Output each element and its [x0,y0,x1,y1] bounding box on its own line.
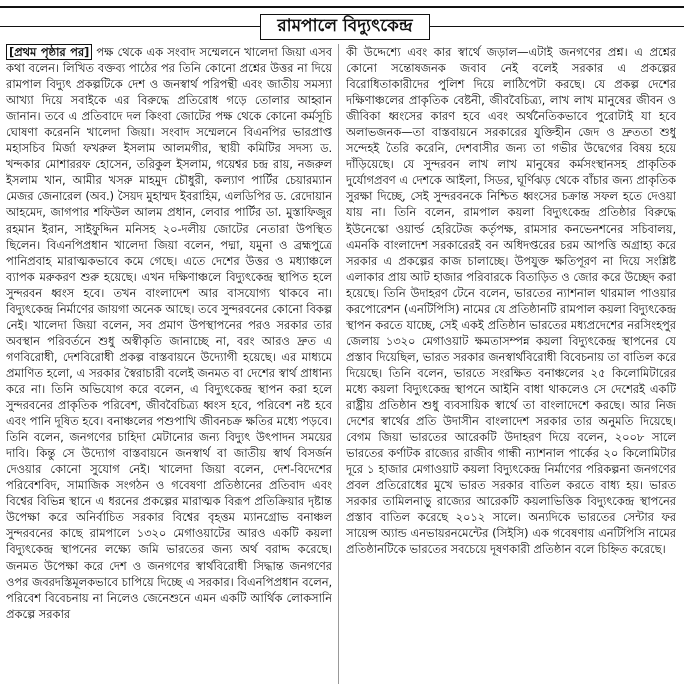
article-column-right [346,44,676,684]
article-column-left [6,44,332,684]
left-column-text: পক্ষ থেকে এক সংবাদ সম্মেলনে খালেদা জিয়া এসব কথা বলেন। লিখিত বক্তব্য পাঠের পর তিনি কোনো প্রশ্নের উত্তর না দিয়ে রামপাল বিদ্যুৎ প্রকল্পটিকে দেশ ও জনস্বার্থ পরিপন্থী এবং জাতীয় সমস্যা আখ্যা দিয়ে সবাইকে এর বিরুদ্ধে প্রতিরোধ গড়ে তোলার আহ্বান জানান। তবে এ প্রতিবাদে দল কিংবা জোটের পক্ষ থেকে কোনো কর্মসূচি ঘোষণা করেননি খালেদা জিয়া। সংবাদ সম্মেলনে বিএনপির ভারপ্রাপ্ত মহাসচিব মির্জা ফখরুল ইসলাম আলমগীর, স্থায়ী কমিটির সদস্য ড. খন্দকার মোশাররফ হোসেন, তরিকুল ইসলাম, গয়েশ্বর চন্দ্র রায়, নজরুল ইসলাম খান, আমীর খসরু মাহমুদ চৌধুরী, কল্যাণ পার্টির চেয়ারম্যান মেজর জেনারেল (অব.) সৈয়দ মুহাম্মদ ইবরাহিম, এলডিপির ড. রেদোয়ান আহমেদ, জাগপার শফিউল আলম প্রধান, লেবার পার্টির ডা. মুস্তাফিজুর রহমান ইরান, সাইফুদ্দিন মনিসহ ২০-দলীয় জোটের নেতারা উপস্থিত ছিলেন। বিএনপিপ্রধান খালেদা জিয়া বলেন, পদ্মা, যমুনা ও ব্রহ্মপুত্রে পানিপ্রবাহ মারাত্মকভাবে কমে গেছে। এতে দেশের উত্তর ও মধ্যাঞ্চলে ব্যাপক মরুকরণ শুরু হয়েছে। এখন দক্ষিণাঞ্চলে বিদ্যুৎকেন্দ্র স্থাপিত হলে সুন্দরবন ধ্বংস হবে। তখন বাংলাদেশ আর বাসযোগ্য থাকবে না। বিদ্যুৎকেন্দ্র নির্মাণের জায়গা অনেক আছে। তবে সুন্দরবনের কোনো বিকল্প নেই। খালেদা জিয়া বলেন, সব প্রমাণ উপস্থাপনের পরও সরকার তার অবস্থান পরিবর্তনে শুধু অস্বীকৃতি জানাচ্ছে না, বরং আরও দ্রুত এ গণবিরোধী, দেশবিরোধী প্রকল্প বাস্তবায়নে উদ্যোগী হয়েছে। এর মাধ্যমে প্রমাণিত হলো, এ সরকার স্বৈরাচারী বলেই জনমত বা দেশের স্বার্থ প্রাধান্য করে না। তিনি অভিযোগ করে বলেন, এ বিদ্যুৎকেন্দ্র স্থাপন করা হলে সুন্দরবনের প্রাকৃতিক পরিবেশ, জীববৈচিত্র্য ধ্বংস হবে, পরিবেশ নষ্ট হবে এবং পানি দূষিত হবে। বনাঞ্চলের পশুপাখি জীবনচক্র ক্ষতির মধ্যে পড়বে। তিনি বলেন, জনগণের চাহিদা মেটানোর জন্য বিদ্যুৎ উৎপাদন সময়ের দাবি। কিন্তু সে উদ্যোগ বাস্তবায়নে জনস্বার্থ বা জাতীয় স্বার্থ বিসর্জন দেওয়ার কোনো সুযোগ নেই। খালেদা জিয়া বলেন, দেশ-বিদেশের পরিবেশবিদ, সামাজিক সংগঠন ও গবেষণা প্রতিষ্ঠানের প্রতিবাদ এবং বিশ্বের বিভিন্ন স্থানে এ ধরনের প্রকল্পের মারাত্মক বিরূপ প্রতিক্রিয়ার দৃষ্টান্ত উপেক্ষা করে অনির্বাচিত সরকার বিশ্বের বৃহত্তম ম্যানগ্রোভ বনাঞ্চল সুন্দরবনের কাছে রামপালে ১৩২০ মেগাওয়াটের আরও একটি কয়লা বিদ্যুৎকেন্দ্র স্থাপনের লক্ষ্যে জমি ভারতের জন্য অর্থ বরাদ্দ করেছে। জনমত উপেক্ষা করে দেশ ও জনগণের স্বার্থবিরোধী সিদ্ধান্ত জনগণের ওপর জবরদস্তিমূলকভাবে চাপিয়ে দিচ্ছে এ সরকার। বিএনপিপ্রধান বলেন, পরিবেশ বিবেচনায় না নিলেও জেনেশুনে এমন একটি আর্থিক লোকসানি প্রকল্পে সরকার [6,45,332,621]
continued-label: [প্রথম পৃষ্ঠার পর] [6,44,92,60]
right-column-text: কী উদ্দেশ্যে এবং কার স্বার্থে জড়াল—এটাই জনগণের প্রশ্ন। এ প্রশ্নের কোনো সন্তোষজনক জবাব নেই বলেই সরকার এ প্রকল্পের বিরোধিতাকারীদের পুলিশ দিয়ে লাঠিপেটা করছে। যে প্রকল্প দেশের দক্ষিণাঞ্চলের প্রাকৃতিক বেষ্টনী, জীববৈচিত্র্য, লাখ লাখ মানুষের জীবন ও জীবিকা ধ্বংসের কারণ হবে এবং অর্থনৈতিকভাবে পুরোটাই যা হবে অলাভজনক—তা বাস্তবায়নে সরকারের যুক্তিহীন জেদ ও দ্রুততা শুধু সন্দেহই তৈরি করেনি, দেশবাসীর জন্য তা গভীর উদ্বেগের বিষয় হয়ে দাঁড়িয়েছে। যে সুন্দরবন লাখ লাখ মানুষের কর্মসংস্থানসহ প্রাকৃতিক দুর্যোগপ্রবণ এ দেশকে আইলা, সিডর, ঘূর্ণিঝড় থেকে বাঁচার জন্য প্রাকৃতিক সুরক্ষা দিচ্ছে, সেই সুন্দরবনকে নিশ্চিত ধ্বংসের চক্রান্ত সফল হতে দেওয়া যায় না। তিনি বলেন, রামপাল কয়লা বিদ্যুৎকেন্দ্র প্রতিষ্ঠার বিরুদ্ধে ইউনেস্কো ওয়ার্ল্ড হেরিটেজ কর্তৃপক্ষ, রামসার কনভেনশনের সচিবালয়, এমনকি বাংলাদেশ সরকারেরই বন অধিদপ্তরের চরম আপত্তি অগ্রাহ্য করে সরকার এ প্রকল্পের কাজ চালাচ্ছে। উপযুক্ত ক্ষতিপূরণ না দিয়ে সংশ্লিষ্ট এলাকার প্রায় আট হাজার পরিবারকে বিতাড়িত ও জোর করে উচ্ছেদ করা হয়েছে। তিনি উদাহরণ টেনে বলেন, ভারতের ন্যাশনাল থারমাল পাওয়ার করপোরেশন (এনটিপিসি) নামের যে প্রতিষ্ঠানটি রামপাল কয়লা বিদ্যুৎকেন্দ্র স্থাপন করতে যাচ্ছে, সেই একই প্রতিষ্ঠান ভারতের মধ্যপ্রদেশের নরসিংহপুর জেলায় ১৩২০ মেগাওয়াট ক্ষমতাসম্পন্ন কয়লা বিদ্যুৎকেন্দ্র স্থাপনের যে প্রস্তাব দিয়েছিল, ভারত সরকার জনস্বার্থবিরোধী বিবেচনায় তা বাতিল করে দিয়েছে। তিনি বলেন, ভারতে সংরক্ষিত বনাঞ্চলের ২৫ কিলোমিটারের মধ্যে কয়লা বিদ্যুৎকেন্দ্র স্থাপনে আইনি বাধা থাকলেও সে দেশেরই একটি রাষ্ট্রীয় প্রতিষ্ঠান শুধু ব্যবসায়িক স্বার্থে তা বাংলাদেশে করছে। আর নিজ দেশের স্বার্থের প্রতি উদাসীন বাংলাদেশ সরকার তার অনুমতি দিয়েছে। বেগম জিয়া ভারতের আরেকটি উদাহরণ দিয়ে বলেন, ২০০৮ সালে ভারতের কর্ণাটক রাজ্যের রাজীব গান্ধী ন্যাশনাল পার্কের ২০ কিলোমিটার দূরে ১ হাজার মেগাওয়াট কয়লা বিদ্যুৎকেন্দ্র নির্মাণের পরিকল্পনা জনগণের প্রবল প্রতিরোধের মুখে ভারত সরকার বাতিল করতে বাধ্য হয়। ভারত সরকার তামিলনাড়ু রাজ্যের আরেকটি কয়লাভিত্তিক বিদ্যুৎকেন্দ্র স্থাপনের প্রস্তাব বাতিল করেছে ২০১২ সালে। অন্যদিকে ভারতের সেন্টার ফর সায়েন্স অ্যান্ড এনভায়রনমেন্টের (সিইসি) এক গবেষণায় এনটিপিসি নামের প্রতিষ্ঠানটিকে ভারতের সবচেয়ে দূষণকারী প্রতিষ্ঠান বলে চিহ্নিত করেছে। [346,45,676,557]
headline-rule-left [0,26,260,27]
column-divider [338,44,339,684]
headline: রামপালে বিদ্যুৎকেন্দ্র [260,14,430,40]
headline-row [0,6,684,38]
top-rule [0,6,684,8]
headline-rule-right [428,26,684,27]
